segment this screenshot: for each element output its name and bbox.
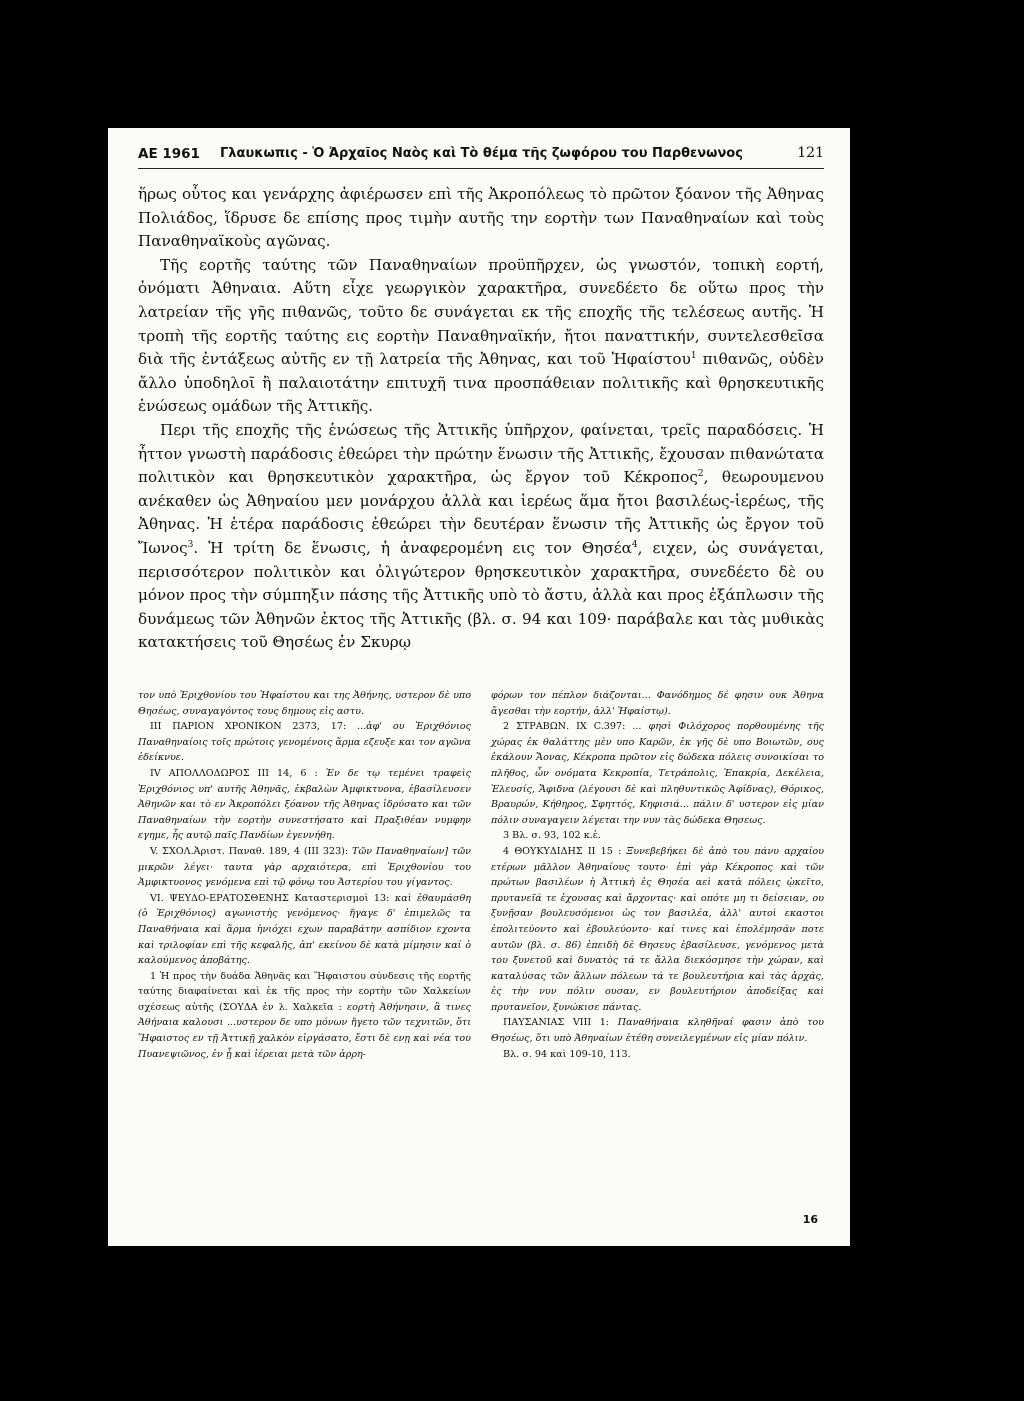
footnote-ref-4: 4 (631, 539, 638, 550)
footnote-ref-2: 2 (697, 469, 704, 480)
note-v (138, 844, 471, 891)
paragraph-3 (138, 419, 824, 655)
note-v-label: V. ΣΧΟΛ.Ἀριστ. Παναθ. 189, 4 (ΙΙΙ 323): (150, 845, 349, 857)
paragraph-1-text: ἥρως οὗτος και γενάρχης ἀφιέρωσεν επὶ τῆς Ἀκροπόλεως τὸ πρῶτον ξόανον τῆς Ἀθηνας Πολιάδος, ἵδρυσε δε επίσης προς τιμὴν αυτῆς την εορτὴν των Παναθηναίων καὶ τοὺς Παναθηναϊκοὺς αγῶνας. (138, 185, 824, 251)
note-iv (138, 766, 471, 844)
note-iii-label: ΙΙΙ ΠΑΡΙΟΝ ΧΡΟΝΙΚΟΝ 2373, 17: (150, 721, 347, 733)
paragraph-2 (138, 254, 824, 419)
paragraph-3-text-d: , ειχεν, ὡς συνάγεται, περισσότερον πολιτικὸν και ὀλιγώτερον θρησκευτικὸν χαρακτῆρα, συνεδέετο δὲ ου μόνον προς τὴν σύμπηξιν πάσης τῆς Ἀττικῆς υπὸ τὸ ἄστυ, ἀλλὰ και προς ἐξάπλωσιν τῆς δυνάμεως τῶν Ἀθηνῶν ἐκτος τῆς Ἀττικῆς (βλ. σ. 94 και 109· παράβαλε και τὰς μυθικὰς κατακτήσεις τοῦ Θησέως ἐν Σκυρῳ (138, 538, 824, 652)
running-header (138, 146, 824, 168)
footnote-2-text: ... φησὶ Φιλόχορος πορθουμένης τῆς χώρας ἐκ θαλάττης μὲν υπο Καρῶν, ἐκ γῆς δὲ υπο Βοιωτῶν, ους ἐκάλουν Ἄονας, Κέκροπα πρῶτον εἰς δώδεκα πόλεις συνοικίσαι το πλῆθος, ὧν ονόματα Κεκροπία, Τετράπολις, Ἐπακρία, Δεκέλεια, Ἐλευσίς, Ἄφιδνα (λέγουσι δὲ καὶ πληθυντικῶς Ἀφίδνας), Θόρικος, Βραυρών, Κήθηρος, Σφηττός, Κηφισιά... πάλιν δ' υστερον εἰς μίαν πόλιν συναγαγειν λέγεται την νυν τὰς δώδεκα Θησεως. (491, 721, 824, 826)
running-title: Γλαυκωπις - Ὁ Ἀρχαῖος Ναὸς καὶ Τὸ θέμα τῆς ζωφόρου του Παρθενωνος (220, 146, 743, 161)
main-text (138, 183, 824, 655)
footnote-1-continuation: φόρων τον πέπλον διάζονται... Φανόδημος δέ φησιν ουκ Ἀθηνα ἄγεσθαι τὴν εορτήν, ἀλλ' Ἡφαίστῳ). (491, 690, 824, 717)
footnote-2 (491, 719, 824, 828)
cross-reference: Βλ. σ. 94 καὶ 109-10, 113. (503, 1048, 631, 1060)
paragraph-2-text-b: πιθανῶς, οὐδὲν ἄλλο ὑποδηλοῖ ἢ παλαιοτάτην επιτυχῆ τινα προσπάθειαν πολιτικῆς καὶ θρησκευτικῆς ἑνώσεως ομάδων τῆς Ἀττικῆς. (138, 350, 824, 416)
journal-label: ΑΕ 1961 (138, 146, 200, 162)
note-iv-label: IV ΑΠΟΛΛΟΔΩΡΟΣ ΙΙΙ 14, 6 : (150, 767, 318, 779)
footnote-ref-1: 1 (690, 351, 697, 362)
note-v-text: Τῶν Παναθηναίων] τῶν μικρῶν λέγει· ταυτα γὰρ αρχαιότερα, επὶ Ἐριχθονίου του Ἀμφικτυονος γενόμενα επὶ τῷ φόνῳ του Ἀστερίου του γίγαντος. (138, 845, 471, 889)
footnote-4-text: Ξυνεβεβήκει δὲ ἀπὸ του πάνυ αρχαίου ετέρων μᾶλλον Ἀθηναίους τουτο· ἐπὶ γὰρ Κέκροπος καὶ τῶν πρώτων βασιλέων ἡ Ἀττικὴ ἐς Θησέα αεὶ κατὰ πόλεις ᾠκεῖτο, πρυτανεῖά τε ἐχουσας καὶ ἄρχοντας· καὶ οπότε μη τι δείσειαν, ου ξυνῇσαν βουλευσόμενοι ὡς τον βασιλέα, ἀλλ' αυτοὶ εκαστοι ἐπολιτεύοντο καὶ ἐβουλεύοντο· καί τινες καὶ ἐπολέμησάν ποτε αυτῶν (βλ. σ. 86) ἐπειδὴ δὲ Θησευς ἐβασίλευσε, γενόμενος μετὰ του ξυνετοῦ καὶ δυνατὸς τά τε ἄλλα διεκόσμησε τὴν χώραν, καὶ καταλύσας τῶν ἄλλων πόλεων τά τε βουλευτήρια καὶ τὰς ἀρχάς, ἐς τὴν νυν πόλιν ουσαν, εν βουλευτήριον ἀποδείξας καὶ πρυτανεῖον, ξυνώκισε πάντας. (491, 845, 824, 1013)
pausanias-text: Παναθήναια κληθῆναί φασιν ἀπὸ του Θησέως, ὅτι υπὸ Ἀθηναίων ἐτέθη συνειλεγμένων εἰς μίαν πόλιν. (491, 1017, 824, 1045)
header-rule (138, 168, 824, 169)
paragraph-3-text-c: . Ἡ τρίτη δε ἕνωσις, ἡ ἀναφερομένη εις τον Θησέα (193, 538, 632, 557)
footnote-4 (491, 844, 824, 1016)
book-page (108, 128, 850, 1246)
paragraph-2-text-a: Τῆς εορτῆς ταύτης τῶν Παναθηναίων προϋπῆρχεν, ὡς γνωστόν, τοπικὴ εορτή, ὀνόματι Ἀθηναια. Αὕτη εἶχε γεωργικὸν χαρακτῆρα, συνεδέετο δε οὕτω προς τὴν λατρείαν τῆς γῆς πιθανῶς, τοῦτο δε συνάγεται εκ τῆς εποχῆς τῆς τελέσεως αυτῆς. Ἡ τροπὴ τῆς εορτῆς ταύτης εις εορτὴν Παναθηναϊκήν, ἤτοι πανατтικήν, συντελεσθεῖσα διὰ τῆς ἐντάξεως αὐτῆς εν τῇ λατρεία τῆς Ἀθηνας, και τοῦ Ἡφαίστου (138, 255, 824, 369)
note-iii (138, 719, 471, 766)
page-number: 121 (797, 145, 824, 161)
notes-left-column (138, 688, 471, 1062)
signature-mark: 16 (802, 1213, 818, 1226)
paragraph-1 (138, 183, 824, 254)
note-iii-text: ...ἀφ' ου Ἐριχθόνιος Παναθηναίοις τοῖς πρώτοις γενομένοις ἅρμα εζευξε και τον αγῶνα ἐδείκνυε. (138, 721, 471, 764)
footnote-1-text: εορτὴ Ἀθήνησιν, ἃ τινες Ἀθήναια καλουσι ...υστερον δε υπο μόνων ἤγετο τῶν τεχνιτῶν, ὅτι Ἥφαιστος εν τῇ Ἀττικῇ χαλκὸν εἰργάσατο, ἔστι δὲ ενῃ καὶ νέα του Πυανεψιῶνος, ἐν ᾗ καὶ ἱέρειαι μετὰ τῶν ἀρρη- (138, 1001, 471, 1060)
note-vi-text: καὶ ἐθαυμάσθη (ὁ Ἐριχθόνιος) αγωνιστὴς γενόμενος· ἤγαγε δ' ἐπιμελῶς τα Παναθήναια καὶ ἅρμα ἡνιόχει εχων παραβάτην ασπίδιον εχοντα καὶ τριλοφίαν επὶ τῆς κεφαλῆς, ἀπ' εκείνου δὲ κατὰ μίμησιν καί ὁ καλούμενος ἀποβάτης. (138, 892, 471, 967)
notes-right-column (491, 688, 824, 1062)
footnote-1-label: 1 Ἡ προς τὴν δυάδα Ἀθηνᾶς και Ἥφαιστου σύνδεσις τῆς εορτῆς ταύτης διαφαίνεται καὶ ἐκ τῆς προς τὴν εορτὴν τῶν Χαλκείων σχέσεως αὐτῆς (ΣΟΥΔΑ ἐν λ. Χαλκεῖα : (138, 970, 471, 1013)
paragraph-3-text-a: Περι τῆς εποχῆς τῆς ἑνώσεως τῆς Ἀττικῆς ὑπῆρχον, φαίνεται, τρεῖς παραδόσεις. Ἡ ἧττον γνωστὴ παράδοσις ἐθεώρει τὴν πρώτην ἕνωσιν τῆς Ἀττικῆς, ἔχουσαν πιθανώτατα πολιτικὸν και θρησκευτικὸν χαρακτῆρα, ὡς ἔργον τοῦ Κέκροπος (138, 420, 824, 487)
note-vi (138, 891, 471, 969)
note-vi-label: VI. ΨΕΥΔΟ-ΕΡΑΤΟΣΘΕΝΗΣ Καταστερισμοὶ 13: (150, 892, 390, 904)
note-iv-text: Ἐν δε τῳ τεμένει τραφεὶς Ἐριχθόνιος υπ' αυτῆς Ἀθηνᾶς, ἐκβαλὼν Ἀμφικτυονα, ἐβασίλευσεν Ἀθηνῶν και τὸ εν Ἀκροπόλει ξόανον τῆς Ἀθηνας ἱδρύσατο και τῶν Παναθηναίων τὴν εορτὴν συνεστήσατο καὶ Πραξιθέαν νυμφην εγημε, ἧς αυτῷ παῖς Πανδίων ἐγεννήθη. (138, 767, 472, 842)
footnote-2-label: 2 ΣΤΡΑΒΩΝ. ΙΧ C.397: (503, 721, 626, 733)
footnote-1 (138, 969, 471, 1063)
paragraph-3-text-b: , θεωρουμενου ανέκαθεν ὡς Ἀθηναίου μεν μονάρχου ἀλλὰ και ἱερέως ἅμα ἤτοι βασιλέως-ἱερέως, τῆς Ἀθηνας. Ἡ ἑτέρα παράδοσις ἐθεώρει τὴν δευτέραν ἕνωσιν τῆς Ἀττικῆς ὡς ἔργον τοῦ Ἴωνος (138, 468, 824, 557)
footnote-3: 3 Βλ. σ. 93, 102 κ.ἑ. (503, 830, 601, 842)
pausanias-note (491, 1015, 824, 1046)
pausanias-label: ΠΑΥΣΑΝΙΑΣ VIII 1: (503, 1017, 610, 1029)
footnote-ref-3: 3 (187, 539, 194, 550)
note-continuation: τον υπὸ Ἐριχθονίου του Ἡφαίστου και της Ἀθήνης, υστερον δὲ υπο Θησέως, συναγαγόντος τους δημους εἰς αστυ. (138, 690, 471, 717)
footnote-4-label: 4 ΘΟΥΚΥΔΙΔΗΣ ΙΙ 15 : (503, 845, 622, 857)
